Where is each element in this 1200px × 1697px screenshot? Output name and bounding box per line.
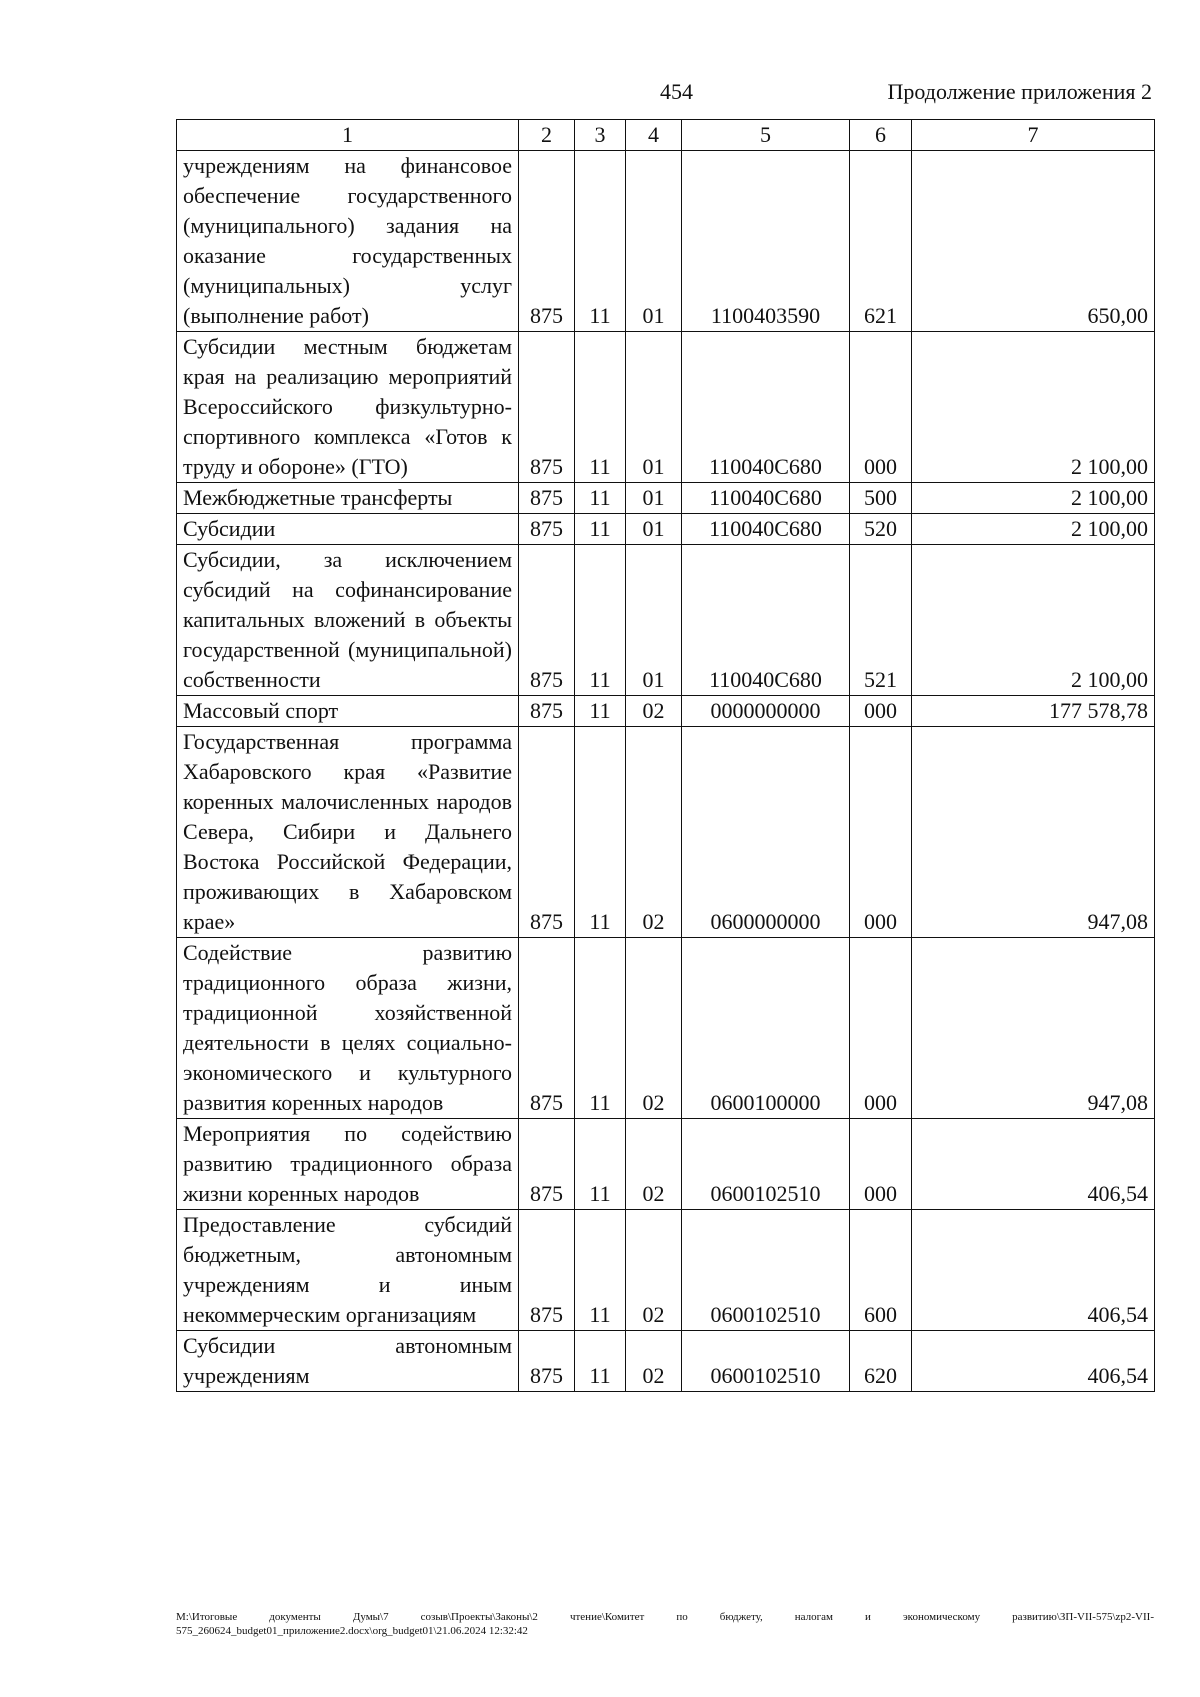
document-path-footer: М:\Итоговые документы Думы\7 созыв\Проекты\Законы\2 чтение\Комитет по бюджету, налогам и экономическому развитию\ЗП-VII-575\zp2-VII-575_260624_budget01_приложение2.docx\org_budget01\21.06.2024 12:32:42 [176, 1611, 1154, 1637]
expense-type-cell: 500 [850, 483, 912, 514]
section-code-cell: 11 [575, 938, 626, 1119]
amount-cell: 406,54 [912, 1331, 1155, 1392]
table-row [177, 1210, 1155, 1331]
table-row [177, 1331, 1155, 1392]
admin-code-cell: 875 [519, 483, 575, 514]
amount-cell: 2 100,00 [912, 483, 1155, 514]
amount-cell: 2 100,00 [912, 332, 1155, 483]
table-row [177, 696, 1155, 727]
continuation-heading: Продолжение приложения 2 [887, 79, 1152, 104]
amount-cell: 2 100,00 [912, 545, 1155, 696]
expense-type-cell: 000 [850, 332, 912, 483]
section-code-cell: 11 [575, 727, 626, 938]
subsection-code-cell: 02 [626, 727, 682, 938]
column-header: 1 [177, 120, 519, 151]
section-code-cell: 11 [575, 151, 626, 332]
amount-cell: 650,00 [912, 151, 1155, 332]
table-row [177, 151, 1155, 332]
subsection-code-cell: 01 [626, 332, 682, 483]
item-name-cell: Содействие развитию традиционного образа жизни, традиционной хозяйственной деятельности в целях социально-экономического и культурного развития коренных народов [177, 938, 519, 1119]
item-name-cell: Субсидии [177, 514, 519, 545]
target-article-cell: 1100403590 [682, 151, 850, 332]
table-row [177, 727, 1155, 938]
amount-cell: 406,54 [912, 1210, 1155, 1331]
section-code-cell: 11 [575, 1331, 626, 1392]
expense-type-cell: 520 [850, 514, 912, 545]
column-header: 7 [912, 120, 1155, 151]
target-article-cell: 0600102510 [682, 1210, 850, 1331]
target-article-cell: 0600000000 [682, 727, 850, 938]
section-code-cell: 11 [575, 332, 626, 483]
subsection-code-cell: 01 [626, 483, 682, 514]
item-name-cell: Массовый спорт [177, 696, 519, 727]
table-row [177, 1119, 1155, 1210]
target-article-cell: 0600100000 [682, 938, 850, 1119]
section-code-cell: 11 [575, 514, 626, 545]
subsection-code-cell: 02 [626, 938, 682, 1119]
expense-type-cell: 600 [850, 1210, 912, 1331]
item-name-cell: Государственная программа Хабаровского края «Развитие коренных малочисленных народов Севера, Сибири и Дальнего Востока Российской Федерации, проживающих в Хабаровском крае» [177, 727, 519, 938]
subsection-code-cell: 01 [626, 514, 682, 545]
admin-code-cell: 875 [519, 727, 575, 938]
target-article-cell: 110040С680 [682, 545, 850, 696]
column-header: 6 [850, 120, 912, 151]
budget-table [176, 119, 1155, 1392]
subsection-code-cell: 02 [626, 1331, 682, 1392]
table-row [177, 514, 1155, 545]
admin-code-cell: 875 [519, 696, 575, 727]
amount-cell: 947,08 [912, 727, 1155, 938]
admin-code-cell: 875 [519, 1331, 575, 1392]
item-name-cell: Субсидии автономным учреждениям [177, 1331, 519, 1392]
section-code-cell: 11 [575, 545, 626, 696]
subsection-code-cell: 02 [626, 1210, 682, 1331]
table-row [177, 483, 1155, 514]
item-name-cell: Субсидии, за исключением субсидий на софинансирование капитальных вложений в объекты государственной (муниципальной) собственности [177, 545, 519, 696]
table-header-row [177, 120, 1155, 151]
amount-cell: 947,08 [912, 938, 1155, 1119]
item-name-cell: Мероприятия по содействию развитию традиционного образа жизни коренных народов [177, 1119, 519, 1210]
column-header: 3 [575, 120, 626, 151]
target-article-cell: 110040С680 [682, 514, 850, 545]
admin-code-cell: 875 [519, 1210, 575, 1331]
item-name-cell: Межбюджетные трансферты [177, 483, 519, 514]
table-row [177, 332, 1155, 483]
admin-code-cell: 875 [519, 514, 575, 545]
table-row [177, 545, 1155, 696]
subsection-code-cell: 02 [626, 696, 682, 727]
item-name-cell: учреждениям на финансовое обеспечение государственного (муниципального) задания на оказание государственных (муниципальных) услуг (выполнение работ) [177, 151, 519, 332]
page-number: 454 [660, 79, 693, 104]
target-article-cell: 0600102510 [682, 1331, 850, 1392]
subsection-code-cell: 01 [626, 151, 682, 332]
expense-type-cell: 000 [850, 1119, 912, 1210]
target-article-cell: 0600102510 [682, 1119, 850, 1210]
expense-type-cell: 000 [850, 727, 912, 938]
target-article-cell: 110040С680 [682, 483, 850, 514]
section-code-cell: 11 [575, 1210, 626, 1331]
amount-cell: 2 100,00 [912, 514, 1155, 545]
expense-type-cell: 000 [850, 938, 912, 1119]
subsection-code-cell: 02 [626, 1119, 682, 1210]
subsection-code-cell: 01 [626, 545, 682, 696]
section-code-cell: 11 [575, 1119, 626, 1210]
target-article-cell: 0000000000 [682, 696, 850, 727]
target-article-cell: 110040С680 [682, 332, 850, 483]
admin-code-cell: 875 [519, 938, 575, 1119]
section-code-cell: 11 [575, 696, 626, 727]
admin-code-cell: 875 [519, 545, 575, 696]
table-body [177, 151, 1155, 1392]
amount-cell: 177 578,78 [912, 696, 1155, 727]
admin-code-cell: 875 [519, 1119, 575, 1210]
column-header: 4 [626, 120, 682, 151]
expense-type-cell: 620 [850, 1331, 912, 1392]
expense-type-cell: 621 [850, 151, 912, 332]
column-header: 2 [519, 120, 575, 151]
expense-type-cell: 000 [850, 696, 912, 727]
amount-cell: 406,54 [912, 1119, 1155, 1210]
item-name-cell: Предоставление субсидий бюджетным, автономным учреждениям и иным некоммерческим организациям [177, 1210, 519, 1331]
table-row [177, 938, 1155, 1119]
section-code-cell: 11 [575, 483, 626, 514]
item-name-cell: Субсидии местным бюджетам края на реализацию мероприятий Всероссийского физкультурно-спортивного комплекса «Готов к труду и обороне» (ГТО) [177, 332, 519, 483]
column-header: 5 [682, 120, 850, 151]
expense-type-cell: 521 [850, 545, 912, 696]
admin-code-cell: 875 [519, 332, 575, 483]
admin-code-cell: 875 [519, 151, 575, 332]
